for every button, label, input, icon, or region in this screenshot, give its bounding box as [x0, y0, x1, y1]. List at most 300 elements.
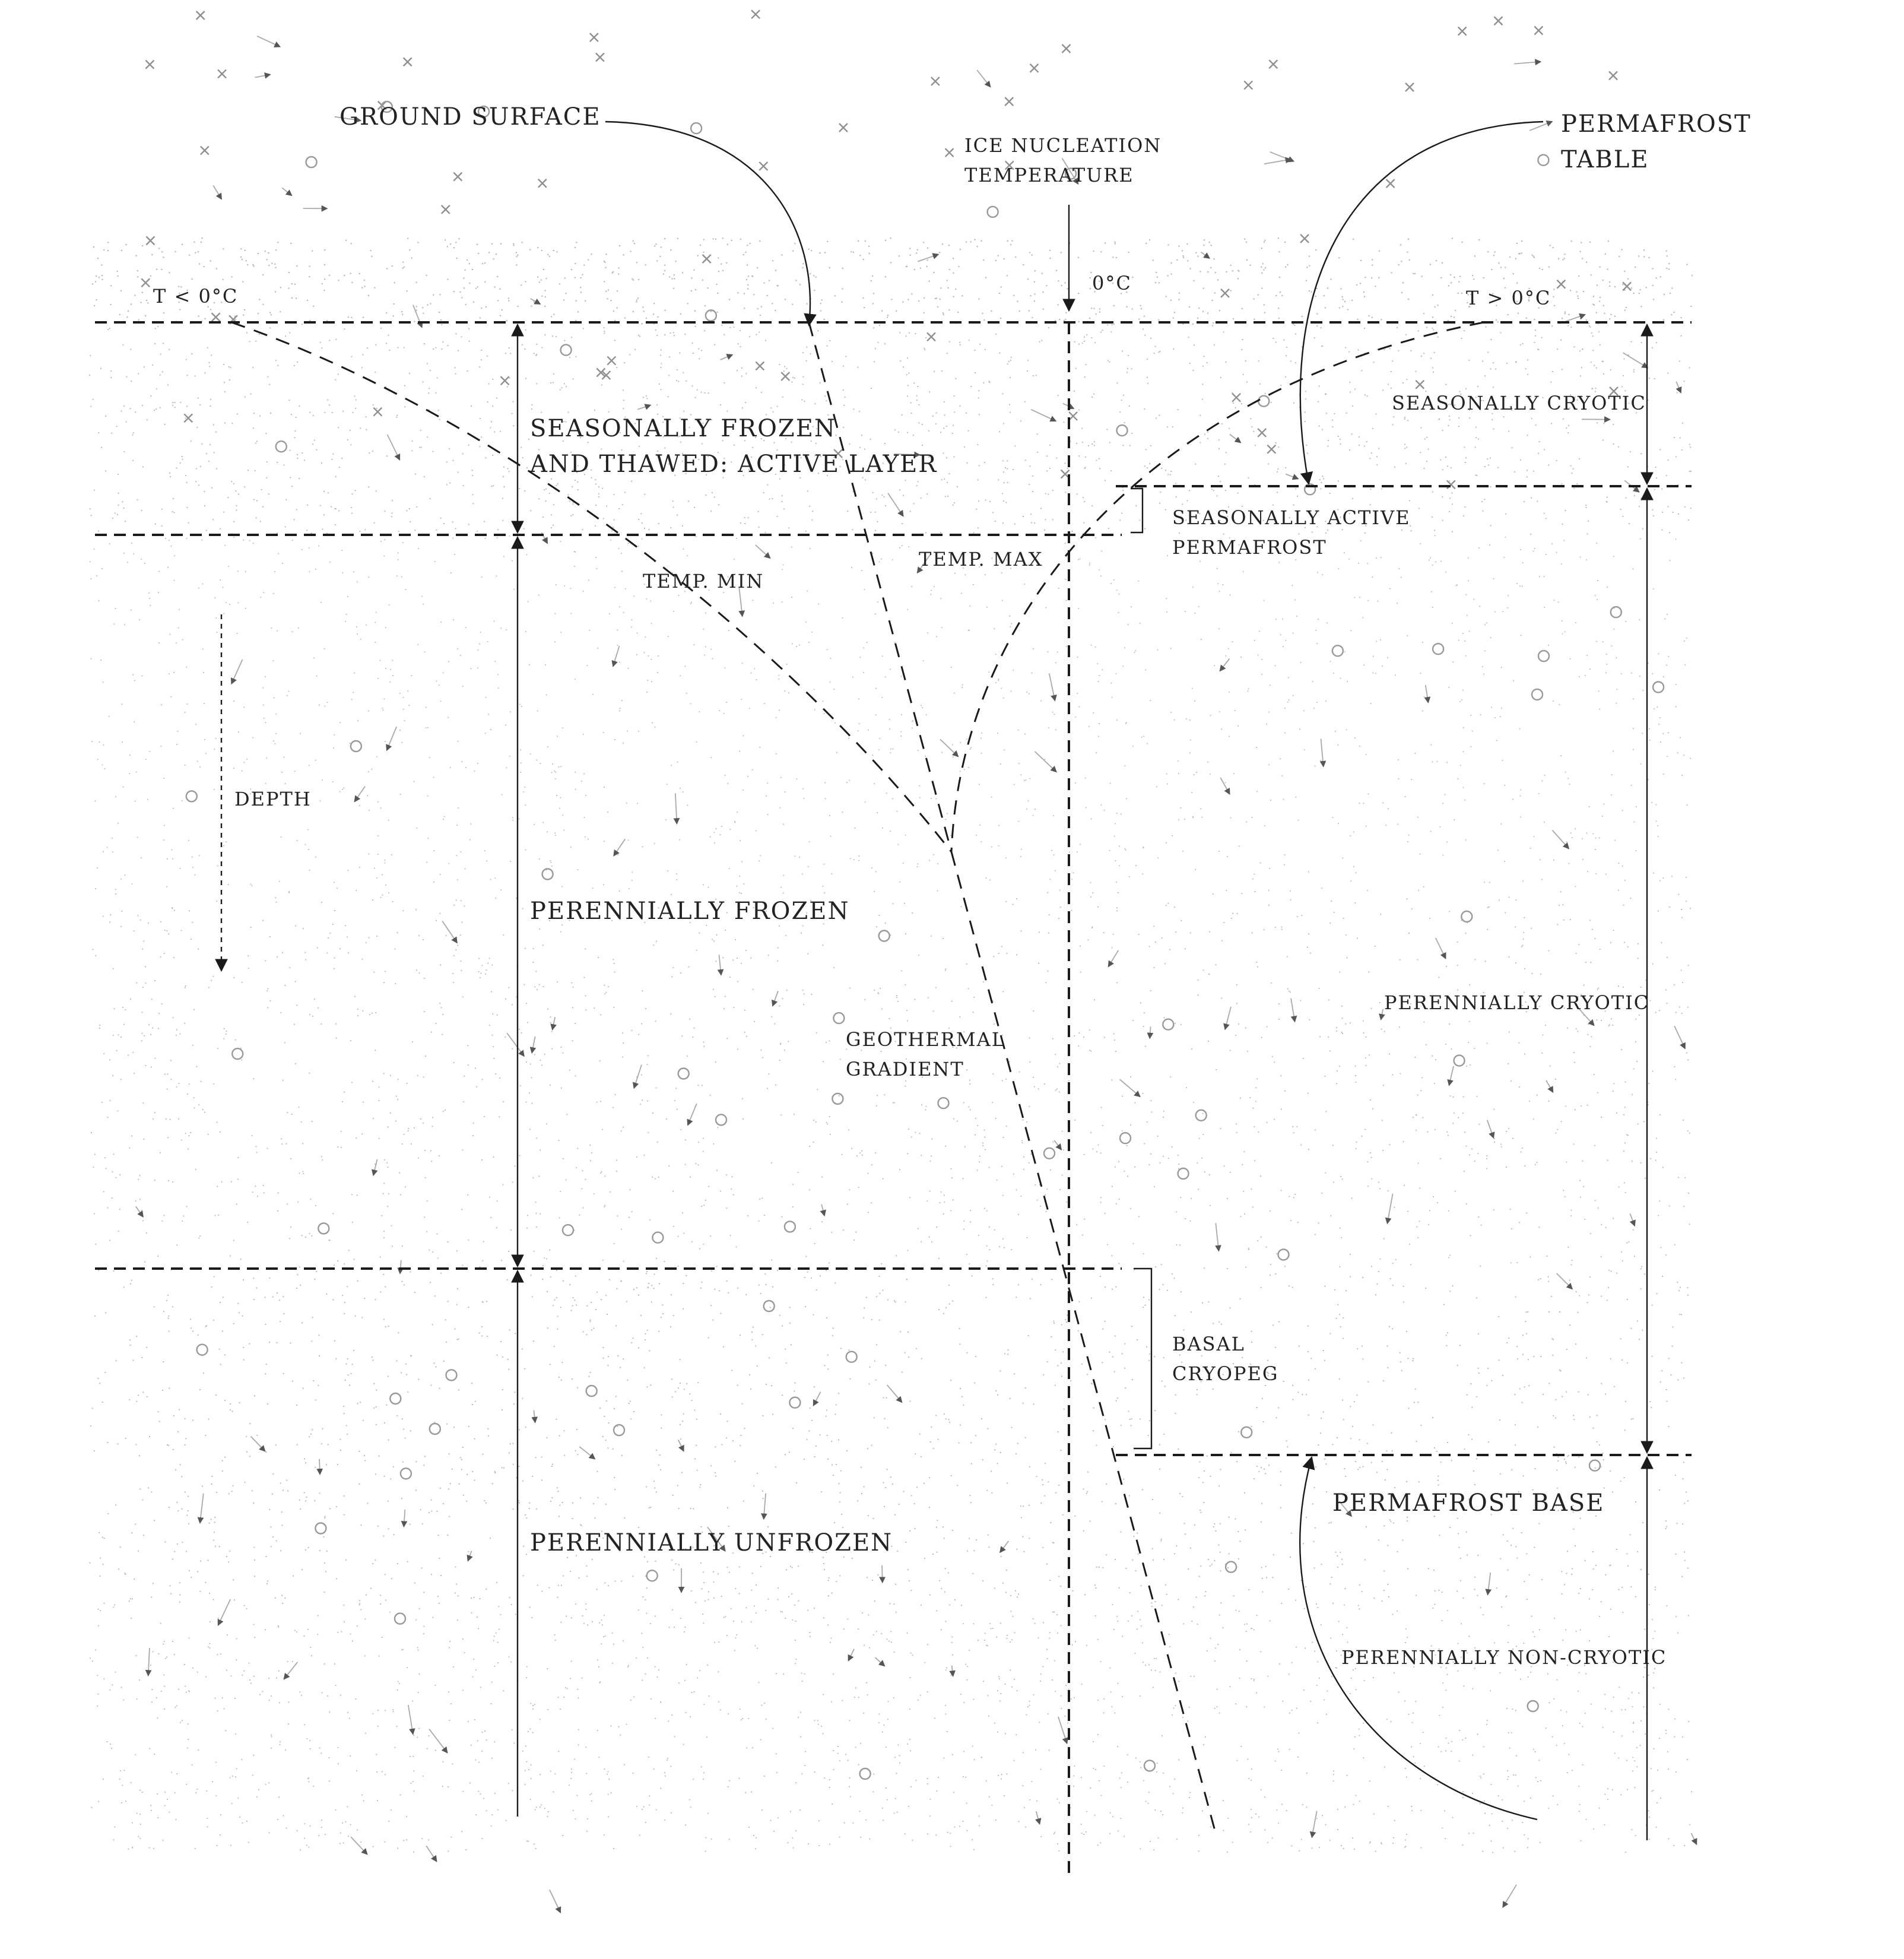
texture-dot: [1432, 516, 1433, 518]
texture-dot: [1428, 1224, 1429, 1225]
texture-dot: [905, 933, 906, 934]
texture-dot: [527, 1022, 528, 1023]
texture-dot: [1370, 489, 1371, 490]
texture-dot: [872, 553, 873, 554]
texture-dot: [168, 933, 169, 934]
texture-dot: [1537, 348, 1538, 350]
texture-dot: [309, 571, 310, 572]
texture-dot: [541, 412, 542, 413]
texture-dot: [320, 602, 322, 603]
texture-dot: [815, 443, 817, 444]
texture-dot: [1498, 262, 1499, 264]
texture-dot: [404, 1134, 405, 1135]
texture-dot: [1001, 1166, 1002, 1167]
texture-dot: [744, 308, 745, 309]
texture-dot: [1002, 460, 1004, 461]
texture-dot: [598, 957, 599, 958]
texture-dot: [551, 862, 552, 863]
texture-dot: [1579, 1180, 1581, 1181]
texture-dot: [1640, 538, 1641, 540]
texture-dot: [575, 263, 576, 264]
texture-dot: [1308, 933, 1309, 934]
texture-dot: [1496, 319, 1497, 321]
texture-dot: [335, 508, 337, 509]
texture-dot: [497, 276, 498, 277]
texture-dot: [646, 318, 647, 319]
texture-dot: [135, 255, 137, 256]
texture-dot: [923, 660, 924, 661]
texture-dot: [1481, 1225, 1482, 1226]
texture-dot: [1094, 342, 1096, 343]
texture-dot: [385, 741, 386, 742]
texture-dot: [813, 275, 814, 276]
texture-dot: [278, 553, 279, 554]
texture-dot: [510, 861, 511, 862]
texture-dot: [90, 561, 91, 562]
texture-dot: [604, 261, 605, 262]
texture-dot: [1522, 562, 1524, 563]
texture-dot: [1566, 1162, 1567, 1163]
texture-dot: [1578, 298, 1579, 299]
texture-dot: [1365, 1057, 1366, 1058]
texture-dot: [623, 389, 624, 391]
texture-dot: [791, 597, 792, 598]
texture-dot: [1048, 933, 1049, 934]
texture-dot: [1573, 1143, 1575, 1145]
texture-dot: [1614, 840, 1616, 841]
texture-dot: [1100, 251, 1102, 252]
texture-dot: [1539, 576, 1540, 577]
texture-dot: [393, 315, 394, 316]
texture-dot: [592, 887, 594, 889]
texture-dot: [1115, 1166, 1116, 1168]
texture-dot: [912, 721, 913, 722]
texture-dot: [522, 908, 523, 909]
texture-dot: [617, 854, 618, 855]
texture-dot: [805, 531, 807, 532]
texture-dot: [1462, 690, 1464, 691]
texture-dot: [1649, 378, 1650, 379]
texture-dot: [1625, 1192, 1626, 1193]
texture-dot: [1652, 268, 1653, 269]
texture-dot: [1631, 785, 1632, 786]
texture-dot: [1465, 457, 1467, 458]
texture-dot: [198, 949, 199, 950]
texture-dot: [1484, 783, 1485, 784]
texture-dot: [1256, 962, 1257, 963]
texture-dot: [870, 512, 871, 513]
texture-dot: [480, 977, 481, 978]
texture-dot: [1419, 508, 1420, 509]
texture-dot: [820, 382, 821, 383]
texture-dot: [461, 970, 462, 971]
texture-dot: [382, 708, 383, 709]
texture-dot: [1283, 799, 1284, 800]
texture-dot: [444, 816, 445, 817]
texture-dot: [1091, 443, 1093, 445]
texture-dot: [1342, 529, 1343, 530]
texture-dot: [1603, 423, 1604, 424]
texture-dot: [945, 819, 946, 820]
texture-dot: [489, 1025, 490, 1026]
texture-dot: [236, 509, 237, 511]
texture-dot: [532, 1103, 533, 1104]
texture-dot: [930, 1161, 931, 1162]
texture-dot: [500, 628, 502, 629]
texture-dot: [981, 753, 982, 754]
texture-dot: [510, 711, 511, 712]
texture-dot: [744, 1032, 745, 1033]
texture-dot: [594, 1007, 595, 1009]
texture-dot: [978, 500, 979, 502]
texture-dot: [1257, 966, 1258, 968]
texture-dot: [1254, 298, 1255, 299]
texture-dot: [1029, 1162, 1030, 1164]
texture-dot: [1435, 1129, 1436, 1130]
texture-dot: [482, 1260, 483, 1261]
texture-dot: [1055, 729, 1056, 730]
texture-dot: [472, 470, 473, 471]
texture-dot: [107, 847, 108, 848]
texture-dot: [411, 1143, 412, 1145]
texture-dot: [503, 1184, 504, 1185]
texture-dot: [737, 981, 738, 982]
texture-dot: [409, 373, 410, 374]
texture-dot: [314, 440, 315, 441]
texture-dot: [458, 350, 459, 351]
texture-dot: [176, 1029, 177, 1031]
texture-dot: [983, 382, 984, 383]
texture-dot: [925, 1110, 926, 1111]
texture-dot: [408, 1128, 409, 1129]
texture-dot: [192, 857, 193, 858]
texture-dot: [1011, 1249, 1012, 1250]
texture-dot: [626, 803, 627, 804]
texture-dot: [1443, 855, 1444, 856]
texture-dot: [180, 402, 181, 403]
texture-dot: [1456, 585, 1457, 587]
texture-dot: [1010, 377, 1011, 378]
texture-dot: [161, 509, 163, 510]
texture-dot: [1125, 848, 1126, 849]
texture-dot: [717, 1127, 718, 1129]
texture-dot: [639, 336, 640, 337]
texture-dot: [1671, 876, 1673, 877]
texture-dot: [1319, 386, 1320, 387]
texture-dot: [324, 249, 325, 251]
texture-dot: [1011, 240, 1013, 242]
texture-dot: [1674, 984, 1675, 985]
texture-dot: [580, 291, 582, 293]
texture-dot: [648, 1055, 649, 1057]
texture-dot: [1275, 341, 1277, 343]
texture-dot: [199, 855, 200, 856]
texture-dot: [172, 402, 173, 403]
texture-dot: [101, 275, 103, 276]
texture-dot: [948, 245, 950, 246]
texture-dot: [1182, 851, 1183, 852]
texture-dot: [1602, 361, 1603, 362]
texture-dot: [1297, 916, 1298, 917]
texture-dot: [802, 384, 804, 385]
texture-dot: [366, 625, 367, 626]
texture-dot: [550, 860, 551, 861]
texture-dot: [1519, 1086, 1520, 1088]
texture-dot: [523, 984, 525, 985]
texture-dot: [830, 681, 831, 683]
texture-dot: [1575, 829, 1576, 830]
texture-dot: [461, 1209, 462, 1210]
texture-dot: [1514, 471, 1515, 473]
texture-dot: [165, 538, 166, 539]
texture-dot: [1061, 252, 1062, 253]
texture-dot: [916, 400, 918, 401]
texture-dot: [1168, 1158, 1169, 1159]
texture-dot: [614, 320, 615, 321]
texture-dot: [1350, 630, 1351, 632]
texture-dot: [1364, 394, 1366, 395]
texture-dot: [185, 712, 186, 713]
texture-dot: [1089, 563, 1090, 564]
texture-dot: [546, 695, 547, 696]
texture-dot: [1319, 988, 1320, 989]
texture-dot: [1616, 657, 1617, 658]
texture-dot: [1134, 652, 1135, 653]
texture-dot: [772, 303, 773, 304]
texture-dot: [984, 1130, 985, 1131]
texture-dot: [1681, 449, 1683, 451]
texture-dot: [334, 882, 335, 883]
texture-dot: [622, 504, 623, 505]
texture-dot: [567, 494, 569, 496]
texture-dot: [519, 488, 520, 489]
texture-dot: [1591, 274, 1592, 275]
texture-dot: [656, 1088, 657, 1089]
texture-dot: [999, 1246, 1000, 1247]
texture-dot: [823, 700, 824, 702]
texture-dot: [1192, 587, 1194, 588]
texture-dot: [96, 299, 97, 300]
texture-dot: [538, 1175, 540, 1177]
texture-dot: [386, 268, 388, 269]
texture-dot: [395, 1121, 396, 1122]
texture-dot: [1364, 296, 1365, 297]
texture-dot: [344, 275, 345, 276]
texture-dot: [401, 311, 402, 312]
texture-dot: [160, 1152, 161, 1153]
texture-dot: [677, 238, 678, 239]
texture-dot: [170, 1079, 172, 1080]
texture-dot: [418, 644, 419, 645]
texture-dot: [1226, 452, 1227, 453]
texture-dot: [161, 1003, 163, 1004]
texture-dot: [1094, 445, 1095, 446]
texture-dot: [512, 1004, 513, 1005]
texture-dot: [1535, 1164, 1536, 1165]
texture-dot: [1418, 890, 1419, 891]
texture-dot: [130, 998, 131, 1000]
texture-dot: [1293, 1197, 1294, 1199]
texture-dot: [1649, 728, 1650, 730]
texture-dot: [1626, 307, 1627, 308]
texture-dot: [385, 885, 386, 886]
texture-dot: [284, 464, 285, 465]
texture-dot: [640, 1104, 641, 1105]
texture-dot: [370, 250, 372, 251]
texture-dot: [1007, 482, 1008, 483]
texture-dot: [581, 781, 582, 782]
texture-dot: [341, 458, 342, 459]
texture-dot: [1084, 1219, 1085, 1220]
texture-dot: [1319, 1036, 1321, 1038]
texture-dot: [1119, 846, 1120, 847]
texture-dot: [1560, 340, 1562, 341]
texture-dot: [1371, 1266, 1372, 1267]
texture-dot: [455, 242, 456, 243]
texture-dot: [263, 705, 264, 706]
texture-dot: [131, 610, 132, 611]
texture-dot: [659, 256, 661, 257]
texture-dot: [1666, 475, 1667, 476]
texture-dot: [1034, 809, 1036, 810]
texture-dot: [783, 824, 784, 825]
texture-dot: [595, 505, 596, 506]
texture-dot: [1233, 773, 1235, 774]
texture-dot: [595, 479, 596, 480]
texture-dot: [118, 493, 119, 494]
texture-dot: [195, 724, 196, 725]
texture-dot: [1521, 240, 1522, 242]
texture-dot: [694, 310, 696, 312]
texture-dot: [1121, 814, 1122, 815]
texture-dot: [1679, 1006, 1680, 1007]
texture-dot: [1452, 531, 1453, 532]
texture-dot: [661, 367, 662, 368]
texture-dot: [455, 528, 456, 529]
texture-dot: [220, 1131, 221, 1133]
texture-dot: [1044, 759, 1045, 760]
texture-dot: [198, 251, 199, 252]
texture-dot: [638, 335, 639, 336]
texture-dot: [392, 500, 393, 501]
texture-dot: [320, 1023, 322, 1025]
texture-dot: [632, 619, 633, 620]
texture-dot: [705, 305, 706, 306]
texture-dot: [1413, 1117, 1414, 1118]
texture-dot: [1350, 835, 1351, 836]
texture-dot: [1478, 1216, 1479, 1218]
texture-dot: [1482, 360, 1483, 362]
texture-dot: [1268, 712, 1270, 713]
texture-dot: [253, 499, 255, 500]
texture-dot: [256, 517, 257, 518]
texture-dot: [1533, 551, 1534, 552]
texture-dot: [289, 400, 290, 401]
texture-dot: [753, 989, 754, 990]
texture-dot: [1520, 459, 1521, 461]
texture-dot: [1520, 790, 1521, 791]
texture-dot: [613, 271, 614, 272]
texture-dot: [1175, 931, 1176, 933]
texture-dot: [1156, 272, 1157, 273]
texture-dot: [858, 240, 859, 242]
texture-dot: [917, 866, 918, 867]
texture-dot: [1678, 894, 1679, 895]
texture-dot: [1315, 296, 1316, 297]
texture-dot: [1442, 262, 1443, 264]
texture-dot: [1641, 342, 1642, 343]
texture-dot: [902, 414, 903, 416]
texture-dot: [1432, 607, 1433, 608]
texture-dot: [459, 238, 460, 239]
texture-dot: [966, 462, 967, 464]
texture-dot: [205, 753, 207, 754]
texture-dot: [229, 379, 230, 381]
texture-dot: [1099, 312, 1100, 313]
texture-dot: [373, 1118, 374, 1119]
texture-dot: [1275, 665, 1276, 667]
texture-dot: [649, 1219, 650, 1221]
texture-dot: [1243, 1191, 1244, 1192]
texture-dot: [438, 410, 439, 411]
texture-dot: [560, 766, 561, 767]
texture-dot: [179, 1083, 180, 1084]
texture-dot: [765, 340, 766, 341]
texture-dot: [1487, 458, 1488, 459]
texture-dot: [1463, 1096, 1464, 1098]
texture-dot: [1554, 600, 1555, 601]
texture-dot: [1652, 963, 1654, 965]
texture-dot: [445, 239, 446, 240]
texture-dot: [351, 356, 353, 357]
texture-dot: [170, 696, 172, 698]
texture-dot: [526, 1228, 528, 1229]
texture-dot: [98, 531, 99, 532]
texture-dot: [978, 1235, 979, 1236]
texture-dot: [217, 866, 218, 867]
texture-dot: [1202, 1113, 1204, 1114]
texture-dot: [1112, 1186, 1113, 1187]
texture-dot: [161, 705, 162, 706]
texture-dot: [1047, 1188, 1048, 1190]
texture-dot: [423, 313, 424, 314]
texture-dot: [756, 334, 757, 335]
texture-dot: [1402, 282, 1404, 283]
texture-dot: [1657, 825, 1658, 826]
texture-dot: [1090, 882, 1091, 883]
texture-dot: [806, 347, 807, 348]
texture-dot: [636, 654, 637, 655]
texture-dot: [242, 982, 243, 983]
texture-dot: [427, 363, 428, 364]
texture-dot: [1400, 959, 1401, 961]
texture-dot: [1318, 619, 1319, 620]
texture-dot: [1029, 484, 1030, 485]
texture-dot: [1417, 817, 1419, 818]
texture-dot: [570, 588, 572, 589]
texture-dot: [1600, 344, 1601, 345]
texture-dot: [1287, 702, 1289, 703]
texture-dot: [1611, 645, 1613, 646]
texture-dot: [534, 987, 535, 988]
texture-dot: [728, 783, 729, 784]
texture-dot: [677, 762, 678, 763]
texture-dot: [240, 248, 242, 249]
texture-dot: [961, 593, 962, 594]
texture-dot: [503, 467, 504, 468]
texture-dot: [618, 508, 620, 509]
texture-dot: [1204, 1171, 1205, 1172]
